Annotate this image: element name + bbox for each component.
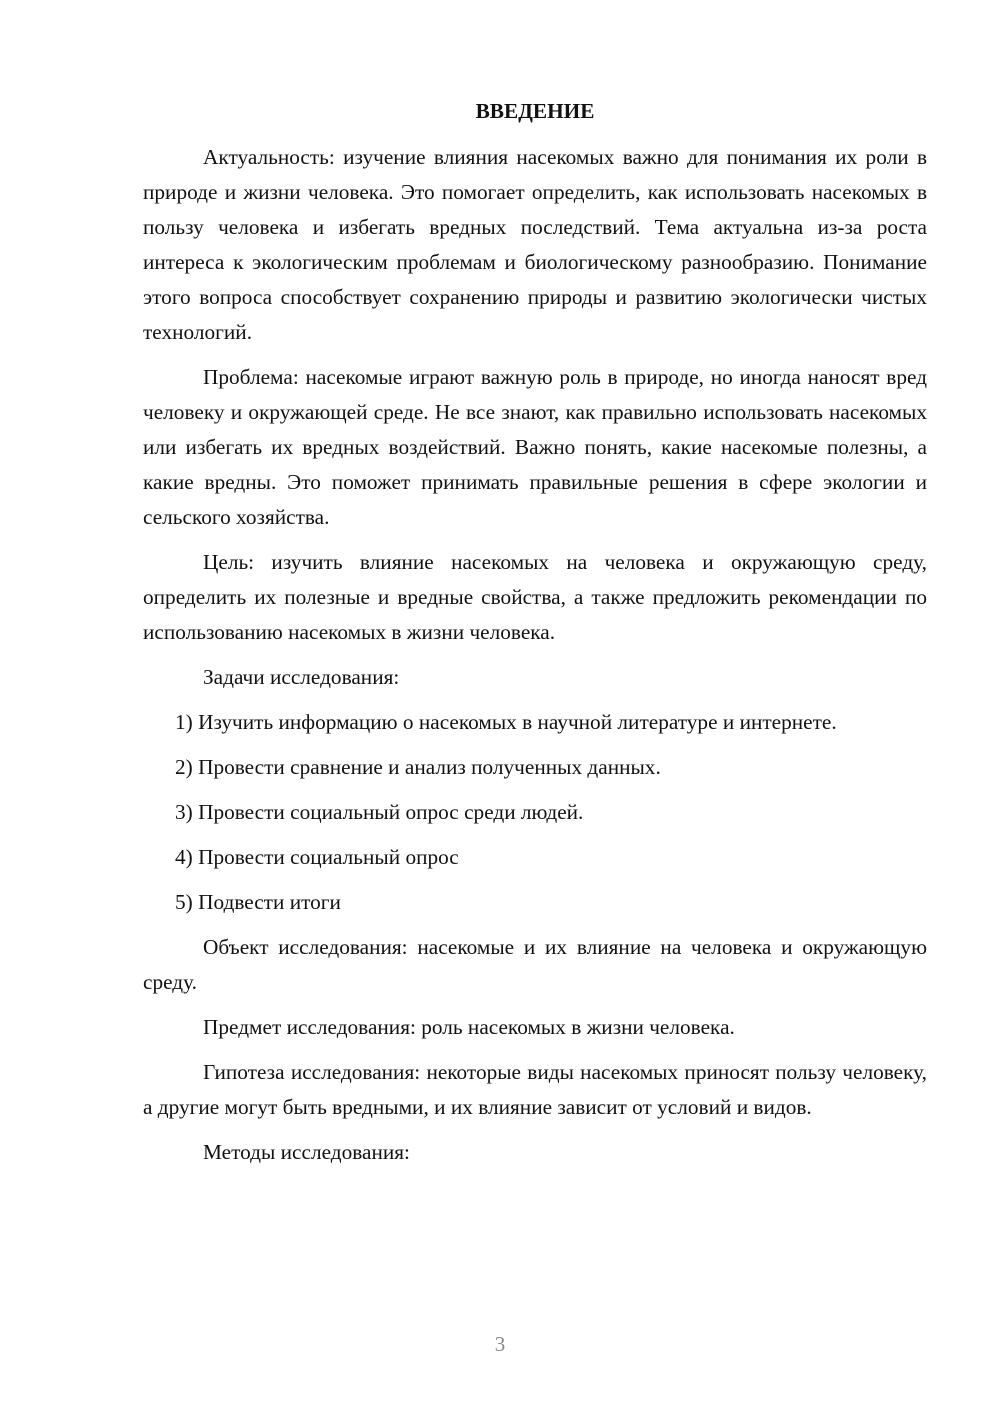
- paragraph-problem: Проблема: насекомые играют важную роль в природе, но иногда наносят вред человеку и окружающей среде. Не все знают, как правильно использовать насекомых или избегать их вредных воздействий. Важно понять, какие насекомые полезны, а какие вредны. Это поможет принимать правильные решения в сфере экологии и сельского хозяйства.: [143, 365, 927, 529]
- section-heading: ВВЕДЕНИЕ: [475, 99, 595, 123]
- page-number: 3: [494, 1332, 506, 1356]
- paragraph-object: Объект исследования: насекомые и их влияние на человека и окружающую среду.: [143, 935, 927, 994]
- paragraph-methods-heading: Методы исследования:: [203, 1140, 410, 1164]
- paragraph-relevance: Актуальность: изучение влияния насекомых важно для понимания их роли в природе и жизни человека. Это помогает определить, как использовать насекомых в пользу человека и избегать вредных последствий. Тема актуальна из-за роста интереса к экологическим проблемам и биологическому разнообразию. Понимание этого вопроса способствует сохранению природы и развитию экологически чистых технологий.: [143, 145, 927, 344]
- paragraph-goal: Цель: изучить влияние насекомых на человека и окружающую среду, определить их полезные и вредные свойства, а также предложить рекомендации по использованию насекомых в жизни человека.: [143, 550, 927, 644]
- task-item-5: 5) Подвести итоги: [175, 890, 341, 914]
- paragraph-hypothesis: Гипотеза исследования: некоторые виды насекомых приносят пользу человеку, а другие могут быть вредными, и их влияние зависит от условий и видов.: [143, 1060, 927, 1119]
- task-item-2: 2) Провести сравнение и анализ полученных данных.: [175, 755, 661, 779]
- document-page: [143, 94, 927, 1180]
- task-item-4: 4) Провести социальный опрос: [175, 845, 459, 869]
- task-item-1: 1) Изучить информацию о насекомых в научной литературе и интернете.: [175, 710, 837, 734]
- paragraph-subject: Предмет исследования: роль насекомых в жизни человека.: [203, 1015, 735, 1039]
- paragraph-tasks-heading: Задачи исследования:: [203, 665, 400, 689]
- task-item-3: 3) Провести социальный опрос среди людей.: [175, 800, 584, 824]
